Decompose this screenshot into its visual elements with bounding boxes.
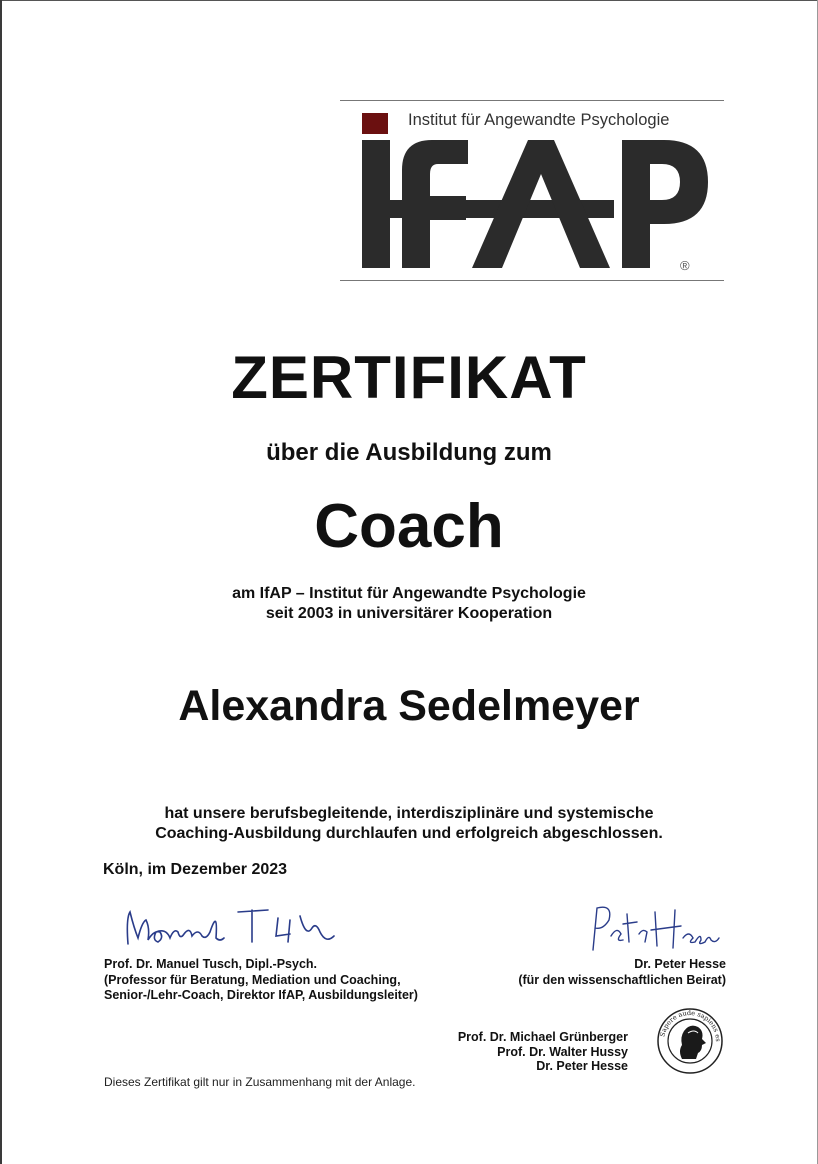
signatory-right-role: (für den wissenschaftlichen Beirat) <box>518 972 726 987</box>
signature-hesse <box>583 902 723 954</box>
seal-text: Sapere aude sapiens es <box>658 1008 723 1042</box>
signatory-left-role-1: (Professor für Beratung, Mediation und Coaching, <box>104 972 401 987</box>
logo-subtitle: Institut für Angewandte Psychologie <box>408 111 670 129</box>
signatory-right-name: Dr. Peter Hesse <box>634 957 726 971</box>
institute-line-1: am IfAP – Institut für Angewandte Psychologie <box>232 585 586 602</box>
board-member: Dr. Peter Hesse <box>536 1059 628 1073</box>
page-border-left <box>0 0 2 1164</box>
board-member: Prof. Dr. Walter Hussy <box>497 1044 628 1059</box>
certificate-subtitle: über die Ausbildung zum <box>266 439 552 466</box>
statement-line-1: hat unsere berufsbegleitende, interdisziplinäre und systemische <box>164 805 654 822</box>
signatory-right <box>518 957 726 988</box>
place-and-date: Köln, im Dezember 2023 <box>103 861 288 878</box>
footnote: Dieses Zertifikat gilt nur in Zusammenhang mit der Anlage. <box>104 1075 416 1089</box>
signature-tusch <box>120 898 350 954</box>
signatory-left <box>104 957 418 1004</box>
board-member: Prof. Dr. Michael Grünberger <box>457 1030 628 1044</box>
qualification-title: Coach <box>314 492 504 561</box>
statement-line-2: Coaching-Ausbildung durchlaufen und erfolgreich abgeschlossen. <box>155 825 663 842</box>
institute-info <box>0 584 818 624</box>
certificate-title: ZERTIFIKAT <box>231 344 587 411</box>
ifap-logo <box>340 100 724 282</box>
statement <box>0 804 818 844</box>
university-seal <box>652 1007 728 1075</box>
signatory-left-name: Prof. Dr. Manuel Tusch, Dipl.-Psych. <box>104 957 318 971</box>
logo-bottom-rule <box>340 280 724 281</box>
signatory-left-role-2: Senior-/Lehr-Coach, Direktor IfAP, Ausbildungsleiter) <box>104 988 418 1002</box>
advisory-board <box>458 1030 628 1074</box>
institute-line-2: seit 2003 in universitärer Kooperation <box>265 605 553 622</box>
registered-mark: ® <box>680 258 690 273</box>
page-border-top <box>0 0 818 1</box>
recipient-name: Alexandra Sedelmeyer <box>178 682 640 730</box>
logo-wordmark <box>340 100 724 282</box>
